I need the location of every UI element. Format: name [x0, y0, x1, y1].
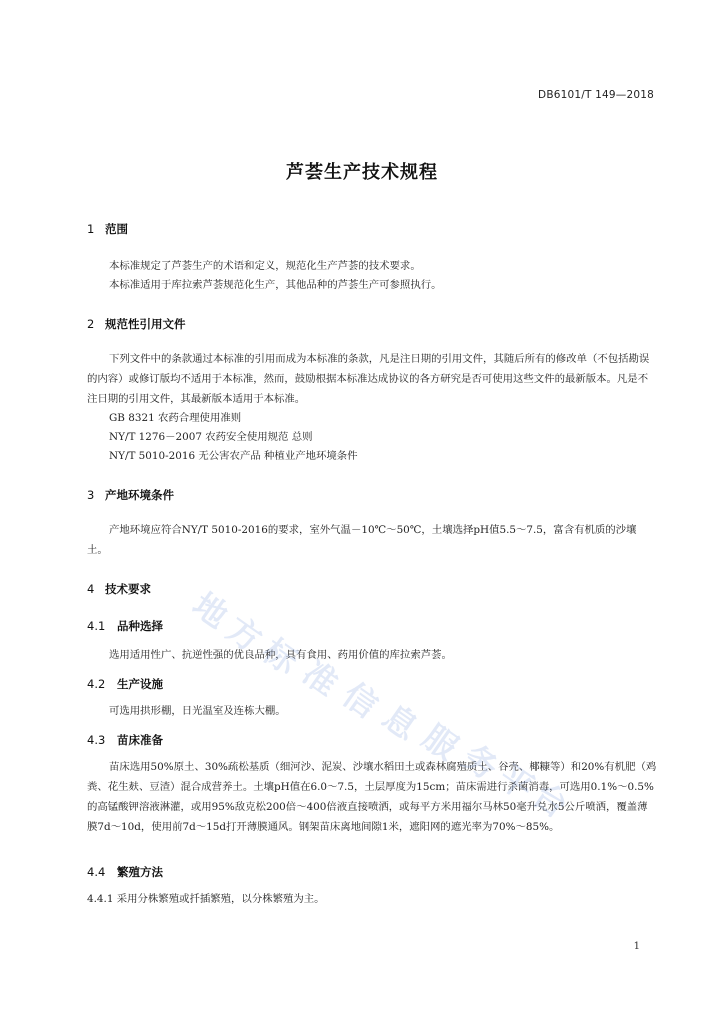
subsection-number: 4.2 — [87, 677, 106, 691]
watermark-char: 信 — [335, 674, 386, 726]
subsection-number: 4.1 — [87, 619, 106, 633]
section-number: 4 — [87, 582, 95, 596]
watermark-char: 服 — [415, 716, 466, 768]
watermark-char: 台 — [525, 774, 576, 826]
section-title: 范围 — [105, 222, 128, 236]
section-title: 规范性引用文件 — [105, 317, 186, 331]
section-4-heading — [87, 581, 151, 597]
subsection-4-2-heading — [87, 676, 163, 692]
page-title: 芦荟生产技术规程 — [286, 162, 438, 183]
watermark-char: 息 — [375, 696, 426, 748]
watermark-char: 地 — [185, 584, 236, 636]
subsection-number: 4.3 — [87, 733, 106, 747]
section-number: 1 — [87, 222, 95, 236]
paragraph: 4.4.1 采用分株繁殖或扦插繁殖，以分株繁殖为主。 — [87, 893, 325, 905]
reference-item: NY/T 5010-2016 无公害农产品 种植业产地环境条件 — [109, 450, 358, 462]
reference-item: GB 8321 农药合理使用准则 — [109, 412, 242, 424]
paragraph: 可选用拱形棚，日光温室及连栋大棚。 — [109, 705, 286, 717]
section-title: 技术要求 — [105, 582, 151, 596]
subsection-title: 生产设施 — [117, 677, 163, 691]
subsection-4-1-heading — [87, 618, 163, 634]
watermark-char: 准 — [295, 652, 346, 704]
section-number: 2 — [87, 317, 95, 331]
watermark-char: 务 — [455, 736, 506, 788]
section-1-heading — [87, 221, 128, 237]
subsection-title: 繁殖方法 — [117, 865, 163, 879]
watermark-char: 平 — [491, 756, 542, 808]
watermark-char: 方 — [219, 608, 270, 660]
paragraph: 选用适用性广、抗逆性强的优良品种，具有食用、药用价值的库拉索芦荟。 — [109, 649, 452, 661]
standard-code: DB6101/T 149—2018 — [538, 89, 654, 101]
paragraph: 下列文件中的条款通过本标准的引用而成为本标准的条款，凡是注日期的引用文件，其随后所有的修改单（不包括勘误的内容）或修订版均不适用于本标准，然而，鼓励根据本标准达成协议的各方研究是否可使用这些文件的最新版本。凡是不注日期的引用文件，其最新版本适用于本标准。 — [87, 353, 650, 405]
subsection-title: 品种选择 — [117, 619, 163, 633]
section-2-heading — [87, 316, 186, 332]
subsection-number: 4.4 — [87, 865, 106, 879]
subsection-title: 苗床准备 — [117, 733, 163, 747]
page-number: 1 — [633, 941, 640, 952]
subsection-4-3-heading — [87, 732, 163, 748]
section-title: 产地环境条件 — [105, 488, 174, 502]
paragraph: 本标准适用于库拉索芦荟规范化生产，其他品种的芦荟生产可参照执行。 — [109, 279, 442, 291]
section-3-heading — [87, 487, 174, 503]
section-number: 3 — [87, 488, 95, 502]
watermark-char: 标 — [255, 630, 306, 682]
subsection-4-4-heading — [87, 864, 163, 880]
reference-item: NY/T 1276－2007 农药安全使用规范 总则 — [109, 431, 313, 443]
paragraph: 本标准规定了芦荟生产的术语和定义，规范化生产芦荟的技术要求。 — [109, 260, 421, 272]
paragraph: 苗床选用50%原土、30%疏松基质（细河沙、泥炭、沙壤水稻田土或森林腐殖质土、谷壳、椰糠等）和20%有机肥（鸡粪、花生麸、豆渣）混合成营养土。土壤pH值在6.0～7.5，土层厚度为15cm；苗床需进行杀菌消毒，可选用0.1%～0.5%的高锰酸钾溶液淋灌，或用95%敌克松200倍～400倍液直接喷洒，或每平方米用福尔马林50毫升兑水5公斤喷洒，覆盖薄膜7d～10d，使用前7d～15d打开薄膜通风。钢架苗床离地间隙1米，遮阳网的遮光率为70%～85%。 — [87, 761, 657, 833]
paragraph: 产地环境应符合NY/T 5010-2016的要求，室外气温－10℃～50℃，土壤选择pH值5.5～7.5，富含有机质的沙壤土。 — [87, 524, 637, 556]
